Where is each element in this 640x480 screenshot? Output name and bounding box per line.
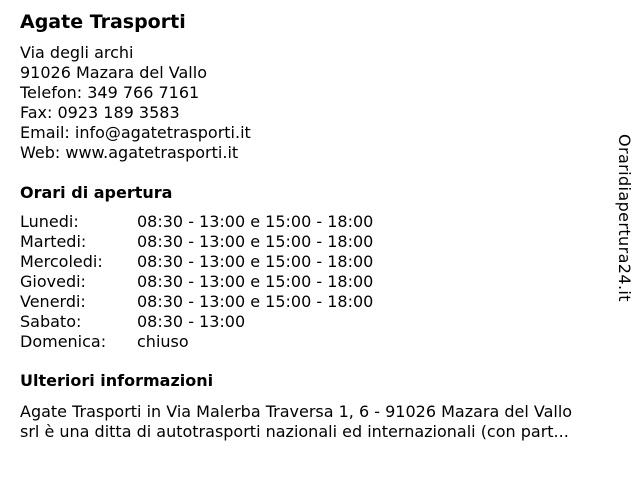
day-hours: 08:30 - 13:00 e 15:00 - 18:00 bbox=[137, 292, 374, 311]
day-hours: 08:30 - 13:00 e 15:00 - 18:00 bbox=[137, 212, 374, 231]
business-card bbox=[20, 10, 620, 442]
hours-row-saturday bbox=[20, 312, 620, 332]
hours-row-thursday bbox=[20, 272, 620, 292]
address-street: Via degli archi bbox=[20, 43, 134, 62]
day-label: Venerdi: bbox=[20, 292, 86, 311]
description-line: srl è una ditta di autotrasporti nazionali ed internazionali (con part... bbox=[20, 422, 569, 441]
opening-hours-table bbox=[20, 212, 620, 352]
hours-row-tuesday bbox=[20, 232, 620, 252]
day-label: Mercoledi: bbox=[20, 252, 103, 271]
day-hours: 08:30 - 13:00 bbox=[137, 312, 246, 331]
day-label: Martedi: bbox=[20, 232, 87, 251]
hours-row-wednesday bbox=[20, 252, 620, 272]
website: Web: www.agatetrasporti.it bbox=[20, 143, 239, 162]
description-line: Agate Trasporti in Via Malerba Traversa 1, 6 - 91026 Mazara del Vallo bbox=[20, 402, 573, 421]
business-name: Agate Trasporti bbox=[20, 11, 186, 33]
day-hours: 08:30 - 13:00 e 15:00 - 18:00 bbox=[137, 232, 374, 251]
day-hours: 08:30 - 13:00 e 15:00 - 18:00 bbox=[137, 252, 374, 271]
contact-block bbox=[20, 43, 620, 163]
day-hours: 08:30 - 13:00 e 15:00 - 18:00 bbox=[137, 272, 374, 291]
hours-row-sunday bbox=[20, 332, 620, 352]
day-hours: chiuso bbox=[137, 332, 189, 351]
day-label: Giovedi: bbox=[20, 272, 86, 291]
address-city: 91026 Mazara del Vallo bbox=[20, 63, 207, 82]
opening-hours-title: Orari di apertura bbox=[20, 183, 173, 202]
business-description bbox=[20, 402, 620, 442]
fax-number: Fax: 0923 189 3583 bbox=[20, 103, 180, 122]
hours-row-monday bbox=[20, 212, 620, 232]
day-label: Lunedi: bbox=[20, 212, 79, 231]
site-watermark: Oraridiapertura24.it bbox=[615, 134, 634, 302]
email-address: Email: info@agatetrasporti.it bbox=[20, 123, 251, 142]
day-label: Domenica: bbox=[20, 332, 107, 351]
more-info-title: Ulteriori informazioni bbox=[20, 371, 214, 390]
day-label: Sabato: bbox=[20, 312, 82, 331]
phone-number: Telefon: 349 766 7161 bbox=[20, 83, 200, 102]
hours-row-friday bbox=[20, 292, 620, 312]
